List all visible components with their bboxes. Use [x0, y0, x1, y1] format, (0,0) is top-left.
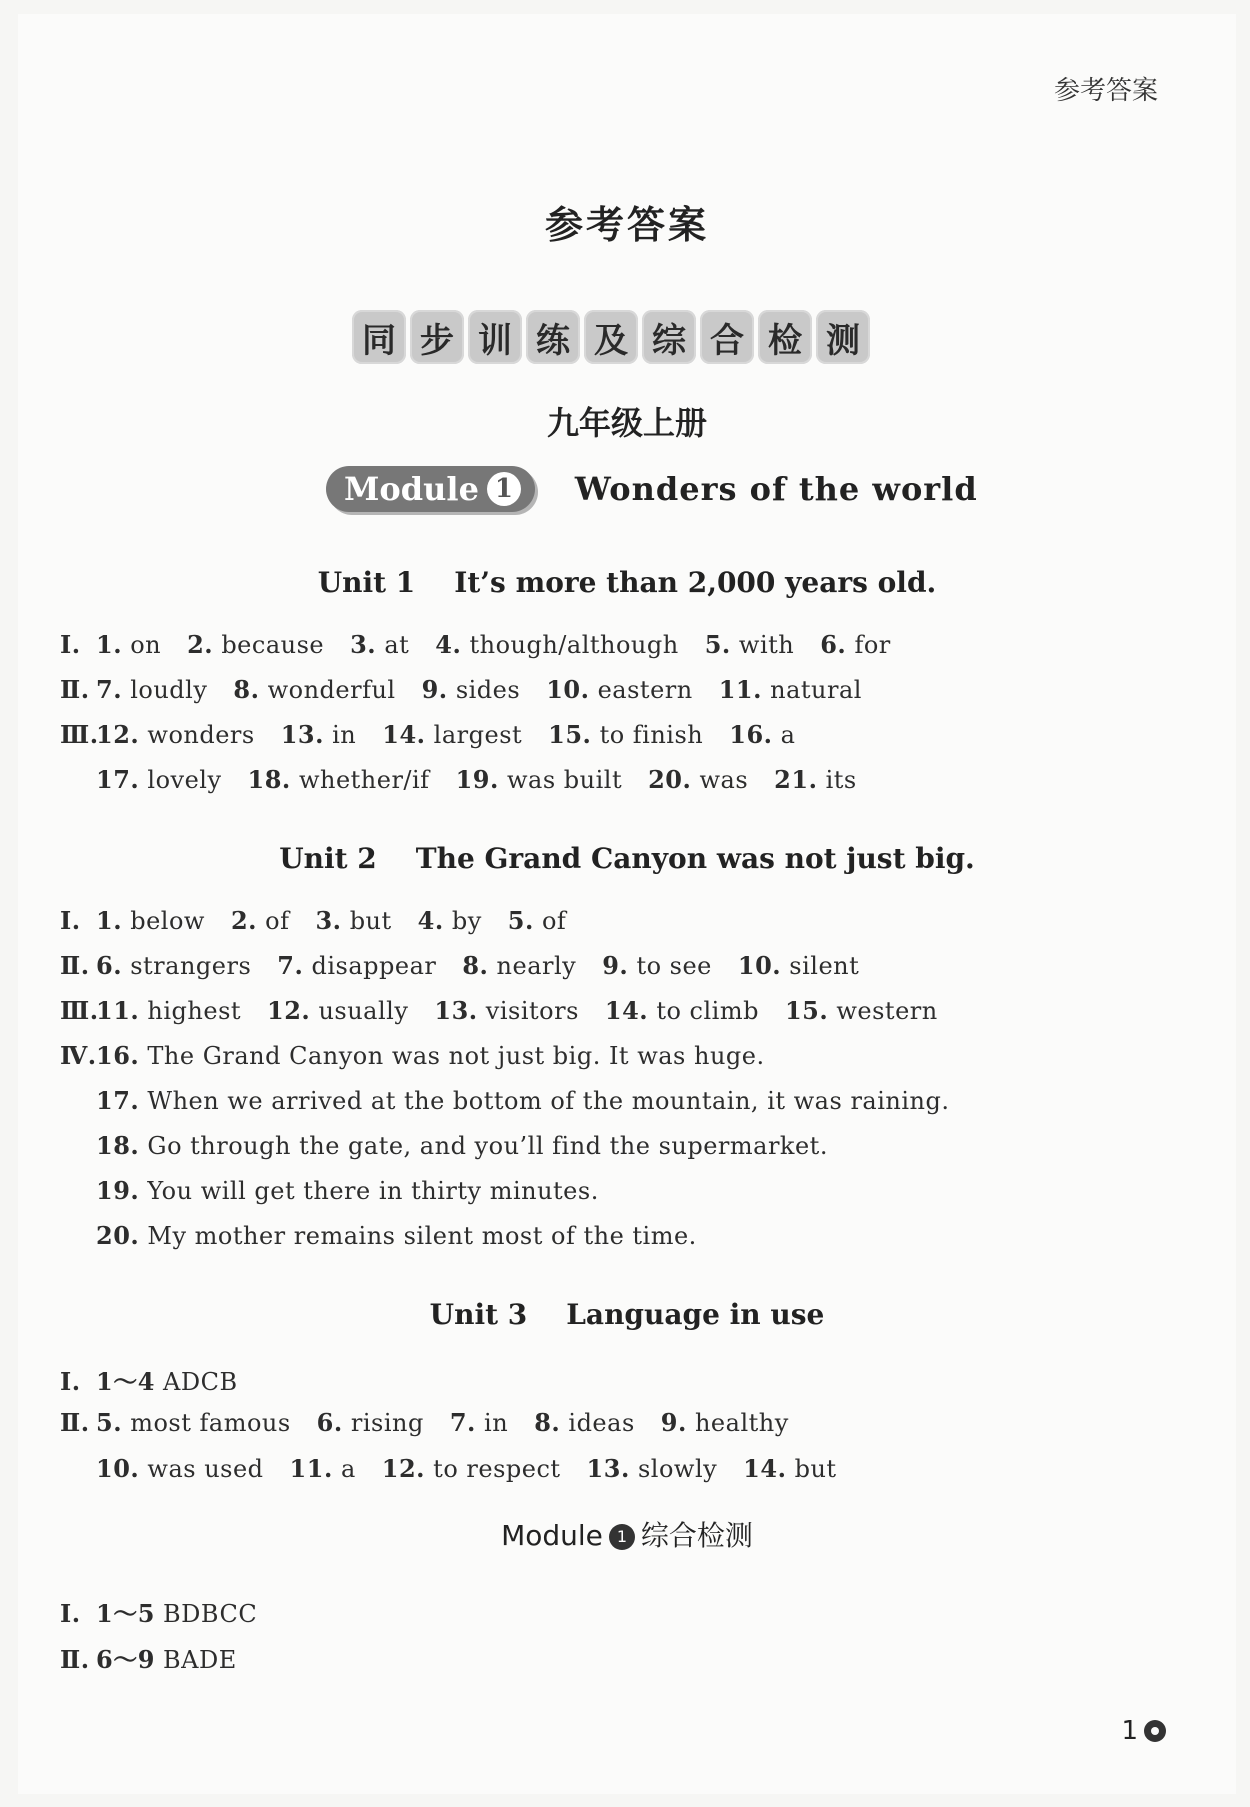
unit-title: Unit 1 It’s more than 2,000 years old.: [317, 566, 937, 599]
answer-row: 19. You will get there in thirty minutes.: [96, 1176, 599, 1205]
unit-title: Unit 2 The Grand Canyon was not just big.: [279, 842, 975, 875]
answer-row: 17. When we arrived at the bottom of the mountain, it was raining.: [96, 1086, 950, 1115]
answer-row: 20. My mother remains silent most of the time.: [96, 1221, 697, 1250]
answer-row: Ⅰ. 1. below 2. of 3. but 4. by 5. of: [60, 906, 567, 935]
module-number: 1: [487, 472, 521, 506]
module-label: Module: [344, 470, 479, 508]
module-heading: [326, 466, 978, 512]
page: [18, 14, 1236, 1794]
banner-char: 训: [468, 310, 522, 364]
summary-number: 1: [609, 1524, 635, 1550]
module-badge: [326, 466, 535, 512]
answer-row: Ⅱ. 6～9 BADE: [60, 1645, 237, 1674]
banner-char: 及: [584, 310, 638, 364]
unit-title: Unit 3 Language in use: [429, 1298, 825, 1331]
answer-row: Ⅳ.16. The Grand Canyon was not just big. It was huge.: [60, 1041, 765, 1070]
page-title: 参考答案: [544, 203, 709, 247]
answer-row: Ⅱ. 6. strangers 7. disappear 8. nearly 9. to see 10. silent: [60, 951, 860, 980]
answer-row: 18. Go through the gate, and you’ll find the supermarket.: [96, 1131, 828, 1160]
answer-row: Ⅱ. 7. loudly 8. wonderful 9. sides 10. eastern 11. natural: [60, 675, 862, 704]
banner-char: 检: [758, 310, 812, 364]
page-number: 1: [1121, 1716, 1166, 1746]
answer-row: Ⅲ.11. highest 12. usually 13. visitors 14. to climb 15. western: [60, 996, 938, 1025]
banner-char: 综: [642, 310, 696, 364]
grade-heading: 九年级上册: [546, 404, 707, 442]
answer-row: 17. lovely 18. whether/if 19. was built 20. was 21. its: [96, 765, 857, 794]
answer-row: Ⅰ. 1～5 BDBCC: [60, 1599, 258, 1628]
section-banner: [352, 310, 870, 364]
answer-row: 10. was used 11. a 12. to respect 13. slowly 14. but: [96, 1454, 837, 1483]
banner-char: 同: [352, 310, 406, 364]
banner-char: 步: [410, 310, 464, 364]
gear-icon: [1144, 1720, 1166, 1742]
module-title: Wonders of the world: [574, 470, 978, 508]
banner-char: 测: [816, 310, 870, 364]
summary-heading: Module 1 综合检测: [501, 1519, 753, 1552]
banner-char: 练: [526, 310, 580, 364]
answer-row: Ⅰ. 1. on 2. because 3. at 4. though/although 5. with 6. for: [60, 630, 891, 659]
banner-char: 合: [700, 310, 754, 364]
answer-row: Ⅱ. 5. most famous 6. rising 7. in 8. ideas 9. healthy: [60, 1408, 789, 1437]
running-header: 参考答案: [1053, 76, 1158, 106]
answer-row: Ⅲ.12. wonders 13. in 14. largest 15. to finish 16. a: [60, 720, 796, 749]
answer-row: Ⅰ. 1～4 ADCB: [60, 1367, 238, 1396]
